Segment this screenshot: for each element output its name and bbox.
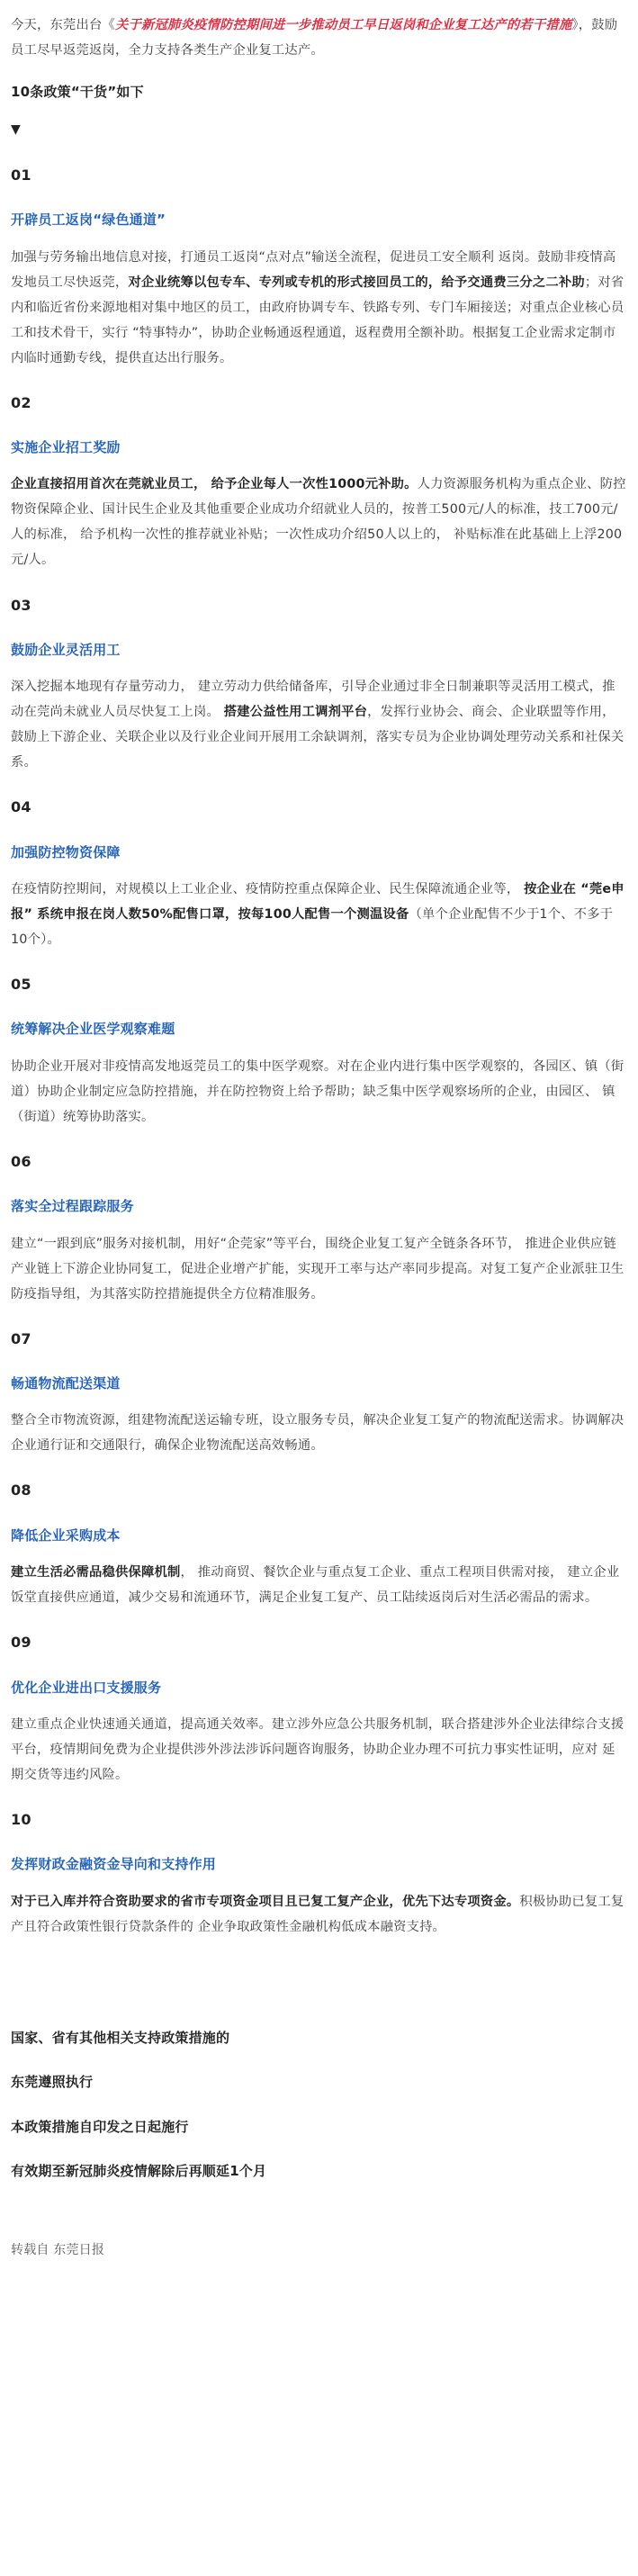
policy-title: 鼓励企业灵活用工	[11, 641, 121, 658]
policy-number: 06	[11, 1152, 31, 1170]
policy-body	[11, 1054, 627, 1130]
policy-text: 整合全市物流资源，组建物流配送运输专班，设立服务专员，解决企业复工复产的物流配送需求。协调解决企业通行证和交通限行，确保企业物流配送高效畅通。	[11, 1413, 625, 1454]
policy-section	[11, 1476, 627, 1610]
intro-after: 》，鼓励员工尽早返莞返岗，全力支持各类生产企业复工达产。	[11, 18, 618, 59]
policy-section	[11, 793, 627, 952]
closing-line: 国家、省有其他相关支持政策措施的	[11, 2029, 230, 2046]
policy-text: 协助企业开展对非疫情高发地返莞员工的集中医学观察。对在企业内进行集中医学观察的，各园区、镇（街道）协助企业制定应急防控措施，并在防控物资上给予帮助；缺乏集中医学观察场所的企业，由园区、 镇（街道）统筹协助落实。	[11, 1058, 625, 1124]
policy-body	[11, 1712, 627, 1788]
policy-text: 积极协助已复工复产且符合政策性银行贷款条件的 企业争取政策性金融机构低成本融资支持。	[11, 1894, 625, 1934]
policy-highlight: 建立生活必需品稳供保障机制	[11, 1565, 181, 1581]
policy-body	[11, 877, 627, 952]
intro-paragraph	[11, 13, 627, 63]
policy-body	[11, 1560, 627, 1610]
policy-number: 03	[11, 596, 31, 614]
policy-text: 加强与劳务输出地信息对接，打通员工返岗“点对点”输送全流程，促进员工安全顺利 返岗。鼓励非疫情高发地员工尽快返莞，	[11, 249, 616, 290]
policy-body	[11, 1408, 627, 1458]
policy-text: 在疫情防控期间，对规模以上工业企业、疫情防控重点保障企业、民生保障流通企业等，	[11, 882, 525, 897]
policy-title: 开辟员工返岗“绿色通道”	[11, 212, 166, 229]
policy-highlight: 搭建公益性用工调剂平台	[223, 705, 368, 720]
policy-text: 建立“一跟到底”服务对接机制，用好“企莞家”等平台，围绕企业复工复产全链条各环节， 推进企业供应链产业链上下游企业协同复工，促进企业增产扩能，实现开工率与达产率同步提高。对复工复产企业派驻卫生 防疫指导组，为其落实防控措施提供全方位精准服务。	[11, 1236, 625, 1302]
policy-section	[11, 1628, 627, 1788]
policy-highlight: 对于已入库并符合资助要求的省市专项资金项目且已复工复产企业，优先下达专项资金。	[11, 1894, 520, 1909]
policy-title: 实施企业招工奖励	[11, 439, 121, 456]
policy-highlight: 按企业在 “莞e申报” 系统申报在岗人数50%配售口罩，按每100人配售一个测温设备	[11, 882, 625, 923]
policy-number: 10	[11, 1811, 31, 1829]
policy-section	[11, 161, 627, 371]
policy-list	[11, 161, 627, 1940]
policy-text: 深入挖掘本地现有存量劳动力， 建立劳动力供给储备库，引导企业通过非全日制兼职等灵活用工模式，推动在莞尚未就业人员尽快复工上岗。	[11, 680, 616, 720]
policy-body	[11, 1889, 627, 1940]
policy-section	[11, 1806, 627, 1940]
policy-title: 畅通物流配送渠道	[11, 1375, 121, 1392]
document-title-link[interactable]: 关于新冠肺炎疫情防控期间进一步推动员工早日返岗和企业复工达产的若干措施	[114, 18, 572, 32]
policy-text: ；对省内和临近省份来源地相对集中地区的员工，由政府协调专车、铁路专列、专门车厢接送；对重点企业核心员工和技术骨干，实行 “特事特办”，协助企业畅通返程通道，返程费用全额补助。根据复工企业需求定制市内临时通勤专线，提供直达出行服务。	[11, 275, 625, 365]
policy-title: 发挥财政金融资金导向和支持作用	[11, 1856, 217, 1873]
policy-title: 落实全过程跟踪服务	[11, 1198, 134, 1215]
policy-highlight: 对企业统筹以包专车、专列或专机的形式接回员工的，给予交通费三分之二补助	[128, 275, 585, 290]
policy-section	[11, 1325, 627, 1459]
policy-text: ，发挥行业协会、商会、企业联盟等作用，鼓励上下游企业、关联企业以及行业企业间开展用工余缺调剂，落实专员为企业协调处理劳动关系和社保关系。	[11, 705, 625, 770]
policy-title: 加强防控物资保障	[11, 843, 121, 860]
policy-number: 04	[11, 798, 31, 816]
policy-text: 建立重点企业快速通关通道，提高通关效率。建立涉外应急公共服务机制，联合搭建涉外企业法律综合支援平台，疫情期间免费为企业提供涉外涉法涉诉问题咨询服务，协助企业办理不可抗力事实性证明，应对 延期交货等违约风险。	[11, 1717, 625, 1783]
policy-number: 02	[11, 393, 31, 411]
policy-number: 08	[11, 1482, 31, 1500]
policy-number: 09	[11, 1634, 31, 1652]
closing-section	[11, 2025, 627, 2185]
closing-line: 本政策措施自印发之日起施行	[11, 2118, 189, 2135]
policy-title: 降低企业采购成本	[11, 1527, 121, 1544]
policy-body	[11, 1231, 627, 1307]
policy-body	[11, 472, 627, 572]
policy-number: 05	[11, 976, 31, 994]
down-arrow-icon: ▼	[11, 122, 21, 138]
policy-section	[11, 1148, 627, 1307]
policy-text: 人力资源服务机构为重点企业、防控物资保障企业、国计民生企业及其他重要企业成功介绍就业人员的，按普工500元/人的标准，技工700元/人的标准， 给予机构一次性的推荐就业补贴；一次性成功介绍50人以上的， 补贴标准在此基础上上浮200元/人。	[11, 477, 626, 568]
policy-body	[11, 674, 627, 775]
policy-body	[11, 245, 627, 371]
policy-text: （单个企业配售不少于1个、不多于10个）。	[11, 907, 614, 948]
policy-lead: 10条政策“干货”如下	[11, 84, 144, 101]
policy-section	[11, 970, 627, 1130]
policy-highlight: 企业直接招用首次在莞就业员工， 给予企业每人一次性1000元补助。	[11, 477, 418, 492]
closing-line: 东莞遵照执行	[11, 2074, 94, 2091]
policy-title: 优化企业进出口支援服务	[11, 1679, 162, 1696]
policy-section	[11, 591, 627, 776]
policy-text: ， 推动商贸、餐饮企业与重点复工企业、重点工程项目供需对接， 建立企业饭堂直接供应通道，减少交易和流通环节，满足企业复工复产、员工陆续返岗后对生活必需品的需求。	[11, 1565, 620, 1606]
intro-before: 今天，东莞出台《	[11, 18, 115, 32]
policy-section	[11, 389, 627, 573]
closing-line: 有效期至新冠肺炎疫情解除后再顺延1个月	[11, 2163, 267, 2180]
policy-number: 01	[11, 166, 31, 184]
policy-number: 07	[11, 1329, 31, 1347]
policy-title: 统筹解决企业医学观察难题	[11, 1021, 175, 1038]
source-note: 转载自 东莞日报	[11, 2243, 105, 2258]
